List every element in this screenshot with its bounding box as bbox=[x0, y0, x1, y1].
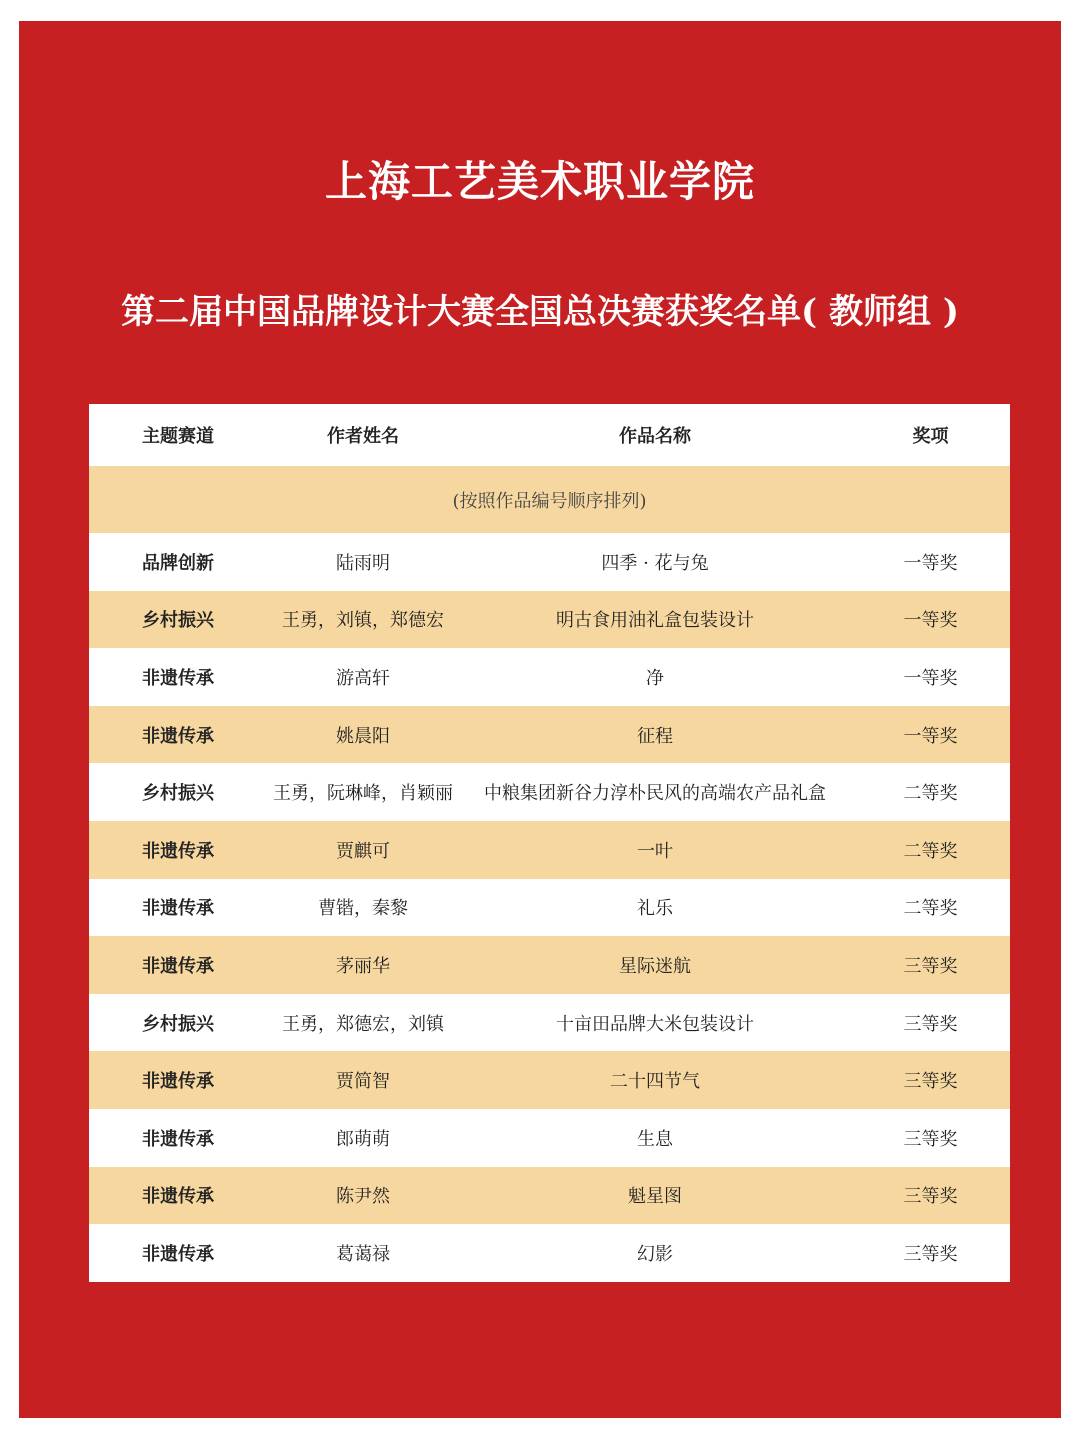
cell-work: 一叶 bbox=[637, 840, 673, 862]
cell-track: 品牌创新 bbox=[142, 552, 214, 574]
cell-track: 乡村振兴 bbox=[142, 610, 214, 632]
cell-award: 二等奖 bbox=[903, 840, 958, 862]
cell-award: 一等奖 bbox=[903, 552, 958, 574]
cell-authors: 王勇，刘镇，郑德宏 bbox=[282, 610, 444, 632]
table-row bbox=[89, 1224, 1010, 1282]
table-row bbox=[89, 936, 1010, 994]
cell-track: 非遗传承 bbox=[142, 1071, 214, 1093]
table-row bbox=[89, 1167, 1010, 1225]
cell-track: 非遗传承 bbox=[142, 1243, 214, 1265]
cell-work: 净 bbox=[646, 667, 664, 689]
table-row bbox=[89, 763, 1010, 821]
cell-work: 幻影 bbox=[637, 1243, 673, 1265]
cell-award: 二等奖 bbox=[903, 783, 958, 805]
table-note: (按照作品编号顺序排列) bbox=[89, 466, 1010, 533]
table-row bbox=[89, 591, 1010, 649]
cell-track: 非遗传承 bbox=[142, 898, 214, 920]
table-row bbox=[89, 706, 1010, 764]
header-award: 奖项 bbox=[912, 426, 949, 447]
page-subtitle: 第二届中国品牌设计大赛全国总决赛获奖名单( 教师组 ) bbox=[121, 292, 959, 332]
cell-work: 中粮集团新谷力淳朴民风的高端农产品礼盒 bbox=[484, 783, 826, 805]
cell-track: 非遗传承 bbox=[142, 667, 214, 689]
table-row bbox=[89, 1109, 1010, 1167]
cell-award: 三等奖 bbox=[903, 1013, 958, 1035]
cell-authors: 游高轩 bbox=[336, 667, 390, 689]
table-row bbox=[89, 533, 1010, 591]
cell-work: 十亩田品牌大米包装设计 bbox=[556, 1013, 754, 1035]
poster bbox=[19, 21, 1061, 1418]
cell-authors: 王勇，郑德宏，刘镇 bbox=[282, 1013, 444, 1035]
cell-authors: 姚晨阳 bbox=[336, 725, 390, 747]
cell-work: 明古食用油礼盒包装设计 bbox=[556, 610, 754, 632]
cell-award: 三等奖 bbox=[903, 1186, 958, 1208]
table-row bbox=[89, 879, 1010, 937]
cell-authors: 曹锴，秦黎 bbox=[318, 898, 408, 920]
table-row bbox=[89, 648, 1010, 706]
cell-work: 生息 bbox=[637, 1128, 673, 1150]
header-authors: 作者姓名 bbox=[327, 426, 399, 447]
cell-authors: 贾简智 bbox=[336, 1071, 390, 1093]
cell-track: 乡村振兴 bbox=[142, 783, 214, 805]
header-track: 主题赛道 bbox=[142, 426, 214, 447]
cell-award: 三等奖 bbox=[903, 1071, 958, 1093]
cell-track: 乡村振兴 bbox=[142, 1013, 214, 1035]
cell-work: 征程 bbox=[637, 725, 673, 747]
cell-authors: 王勇，阮琳峰，肖颖丽 bbox=[273, 783, 453, 805]
header-work: 作品名称 bbox=[619, 426, 691, 447]
cell-authors: 郎萌萌 bbox=[336, 1128, 390, 1150]
cell-track: 非遗传承 bbox=[142, 1128, 214, 1150]
cell-award: 二等奖 bbox=[903, 898, 958, 920]
table-row bbox=[89, 994, 1010, 1052]
cell-award: 三等奖 bbox=[903, 1243, 958, 1265]
page-title: 上海工艺美术职业学院 bbox=[324, 157, 755, 206]
table-header bbox=[89, 404, 1010, 466]
cell-track: 非遗传承 bbox=[142, 955, 214, 977]
cell-track: 非遗传承 bbox=[142, 725, 214, 747]
table-row bbox=[89, 1051, 1010, 1109]
cell-authors: 陆雨明 bbox=[336, 552, 390, 574]
table-row bbox=[89, 821, 1010, 879]
award-table bbox=[89, 404, 1010, 1282]
cell-track: 非遗传承 bbox=[142, 840, 214, 862]
cell-authors: 陈尹然 bbox=[336, 1186, 390, 1208]
cell-authors: 贾麒可 bbox=[336, 840, 390, 862]
cell-work: 礼乐 bbox=[637, 898, 673, 920]
cell-track: 非遗传承 bbox=[142, 1186, 214, 1208]
cell-award: 三等奖 bbox=[903, 1128, 958, 1150]
cell-award: 一等奖 bbox=[903, 725, 958, 747]
cell-authors: 茅丽华 bbox=[336, 955, 390, 977]
cell-award: 三等奖 bbox=[903, 955, 958, 977]
cell-award: 一等奖 bbox=[903, 610, 958, 632]
table-body bbox=[89, 533, 1010, 1282]
cell-award: 一等奖 bbox=[903, 667, 958, 689]
cell-work: 魁星图 bbox=[628, 1186, 682, 1208]
cell-work: 星际迷航 bbox=[619, 955, 691, 977]
cell-work: 二十四节气 bbox=[610, 1071, 700, 1093]
cell-work: 四季 · 花与兔 bbox=[601, 552, 709, 574]
cell-authors: 葛蔼禄 bbox=[336, 1243, 390, 1265]
